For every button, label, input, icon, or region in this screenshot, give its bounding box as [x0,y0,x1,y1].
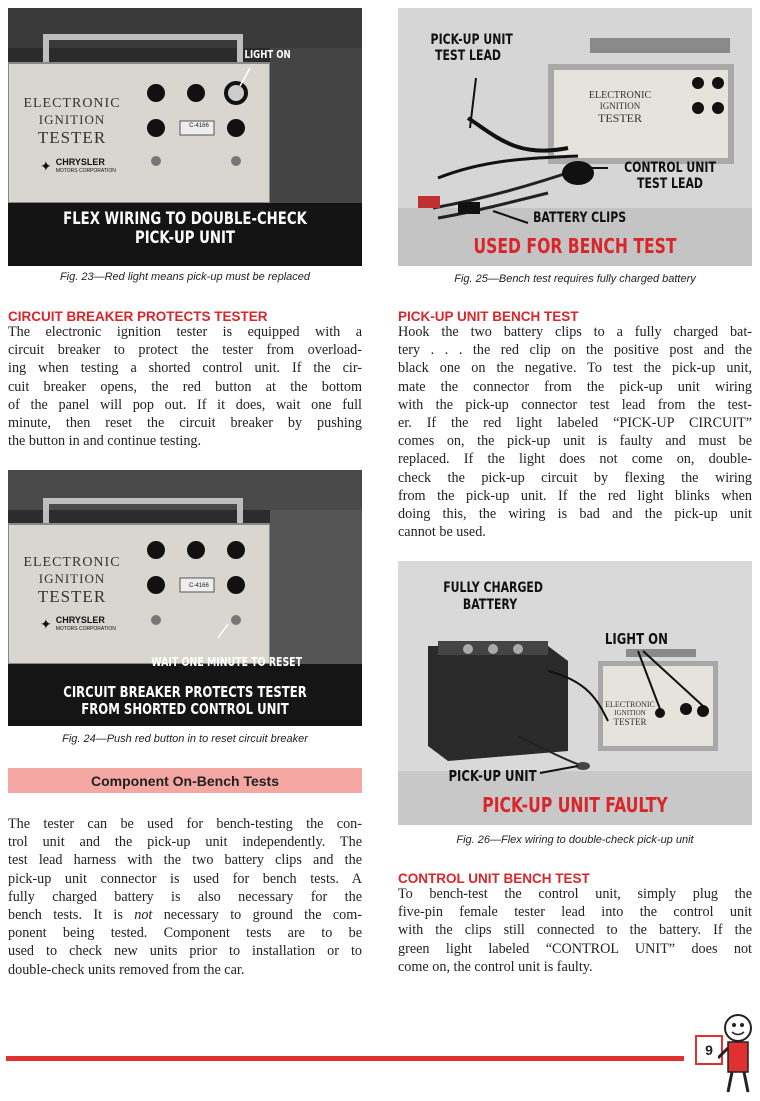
fig23-overlay-line-2: PICK-UP UNIT [135,228,235,248]
fig25-brand-line-3: TESTER [598,111,642,125]
fig24-maker-sub: MOTORS CORPORATION [55,626,116,632]
fig24-part-number: C-4166 [189,583,209,589]
fig23-brand-line-3: TESTER [37,128,107,147]
comp-line: test lead harness with the two battery clips and the [8,852,362,869]
fig25-overlay-red: USED FOR BENCH TEST [473,234,677,258]
fig23-brand-line-1: ELECTRONIC [23,96,121,111]
cb-line: of the panel will pop out. If it does, wait one full [8,396,362,413]
cu-line: come on, the control unit is faulty. [398,958,593,975]
pickup-bench-text [398,323,752,541]
fig26-label-battery-2: BATTERY [462,597,518,613]
pu-line: doing this, the wiring is bad and the pick-up unit [398,506,752,523]
fig25-label-pickup [420,32,516,64]
fig26-label-pickup: PICK-UP UNIT [448,767,537,785]
pu-line: with the pick-up connector test lead from the test- [398,396,752,413]
cb-line: the button in and continue testing. [8,433,202,450]
fig23-brand-line-2: IGNITION [38,112,106,127]
circuit-breaker-heading: CIRCUIT BREAKER PROTECTS TESTER [8,309,268,324]
pu-line: from the pick-up unit. If the red light blinks when [398,487,752,504]
fig23-overlay [8,210,362,248]
fig24-brand-line-3: TESTER [37,587,107,606]
fig24-maker: CHRYSLER [55,615,105,625]
cb-line: ing when testing a shorted control unit. If the cir- [8,360,362,377]
fig24-overlay-line-1: CIRCUIT BREAKER PROTECTS TESTER [63,683,307,701]
fig24-brand [22,555,122,607]
fig24-caption: Fig. 24—Push red button in to reset circuit breaker [62,733,308,745]
cu-line: five-pin female tester lead into the control unit [398,904,752,921]
fig26-brand-line-2: IGNITION [614,709,646,717]
cb-line: The electronic ignition tester is equipped with a [8,324,362,340]
footer-rule [6,1056,684,1061]
banner-title: Component On-Bench Tests [91,772,279,789]
fig25-label-control-2: TEST LEAD [637,176,703,192]
pu-line: mate the connector from the pick-up unit wiring [398,378,752,395]
fig24-overlay [8,684,362,718]
mascot-icon [718,1012,756,1096]
fig25-brand [570,90,670,126]
pu-line: check the pick-up circuit by flexing the wiring [398,469,752,486]
comp-line: fully charged battery is also necessary for the [8,888,362,905]
fig24-callout-wait: WAIT ONE MINUTE TO RESET [151,655,302,669]
pentastar-icon: ✦ [40,159,52,175]
pu-line: er. If the red light labeled “PICK-UP CIRCUIT” [398,415,752,432]
fig26-brand [590,700,670,727]
cu-line: To bench-test the control unit, simply plug the [398,886,752,902]
pu-line: black one on the negative. To test the pick-up unit, [398,360,752,377]
pu-line: comes on, the pick-up unit is faulty and must be [398,433,752,450]
fig23-maker-sub: MOTORS CORPORATION [55,168,116,174]
comp-line: pick-up unit connector is used for bench tests. A [8,870,362,887]
fig23-maker: CHRYSLER [55,157,105,167]
fig24-overlay-line-2: FROM SHORTED CONTROL UNIT [81,700,289,718]
fig25-brand-line-2: IGNITION [599,101,641,111]
fig23-callout-light-on: LIGHT ON [244,48,291,61]
pu-line: cannot be used. [398,524,486,541]
fig26-label-battery [430,580,550,614]
cb-line: circuit breaker to protect the tester from overload- [8,342,362,359]
fig25-label-battery-clips: BATTERY CLIPS [533,210,627,226]
comp-line: bench tests. It is not necessary to ground the com- [8,907,363,924]
fig23-maker-logo [40,158,116,176]
cu-line: green light labeled “CONTROL UNIT” does not [398,940,752,957]
pu-line: tery . . . the red clip on the positive post and the [398,342,752,359]
fig25-label-pickup-1: PICK-UP UNIT [430,32,513,48]
fig26-brand-line-3: TESTER [613,717,647,727]
pu-line: Hook the two battery clips to a fully charged bat- [398,324,752,340]
fig26-label-battery-1: FULLY CHARGED [443,580,543,596]
comp-line: used to check new units prior to installation or to [8,943,362,960]
pentastar-icon: ✦ [40,617,52,633]
fig25-label-control [610,160,730,192]
fig23-part-number: C-4166 [189,123,209,129]
fig23-caption: Fig. 23—Red light means pick-up must be replaced [59,271,311,283]
pu-line: replaced. If the light does not come on, double- [398,451,752,468]
fig25-caption: Fig. 25—Bench test requires fully charged battery [454,273,696,285]
pickup-bench-heading: PICK-UP UNIT BENCH TEST [398,309,579,324]
page-number-text: 9 [705,1042,713,1058]
component-text [8,815,362,979]
fig23-brand [22,96,122,148]
fig24-brand-line-2: IGNITION [38,571,106,586]
fig24-maker-logo [40,616,116,634]
cb-line: cuit breaker opens, the red button at the bottom [8,378,362,395]
comp-line: ponent being tested. Component tests are to be [8,925,362,942]
circuit-breaker-text [8,323,362,450]
comp-line: The tester can be used for bench-testing the con- [8,816,362,832]
fig25-label-control-1: CONTROL UNIT [624,160,716,176]
cu-line: with the clips still connected to the battery. If the [398,922,752,939]
fig25-brand-line-1: ELECTRONIC [588,90,652,101]
cb-line: minute, then reset the circuit breaker by pushing [8,415,362,432]
comp-line: trol unit and the pick-up unit independently. The [8,834,362,851]
fig26-brand-line-1: ELECTRONIC [605,700,655,709]
fig24-brand-line-1: ELECTRONIC [23,555,121,570]
control-bench-text [398,885,752,976]
fig26-overlay-red: PICK-UP UNIT FAULTY [482,793,668,817]
fig26-label-light-on: LIGHT ON [604,630,668,648]
comp-line: double-check units removed from the car. [8,961,245,978]
fig25-label-pickup-2: TEST LEAD [435,48,501,64]
component-bench-banner [8,768,362,793]
control-bench-heading: CONTROL UNIT BENCH TEST [398,871,590,886]
fig26-caption: Fig. 26—Flex wiring to double-check pick-up unit [456,834,694,846]
fig23-overlay-line-1: FLEX WIRING TO DOUBLE-CHECK [63,209,307,229]
